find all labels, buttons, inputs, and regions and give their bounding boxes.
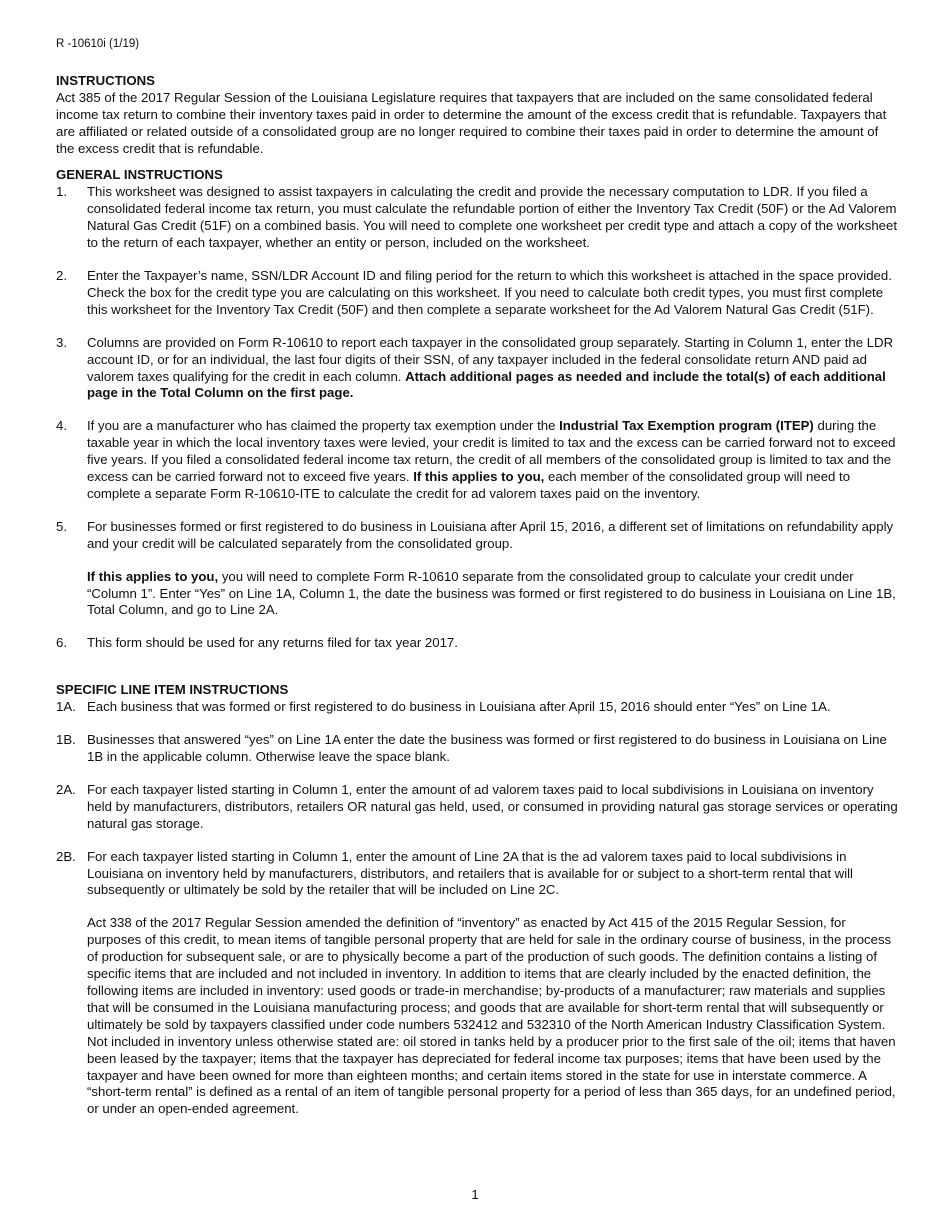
instructions-heading: INSTRUCTIONS [56,72,155,88]
item-text [87,418,898,503]
item-text-part: during the taxable year in which the local inventory taxes were levied, your credit is limited to tax and the excess can be carried forward not to exceed five years. If you filed a consolidated federal income tax return, the credit of all members of the consolidated group is limited to tax and the excess can be carried forward not to exceed five years. [87,418,896,485]
item-number: 1B. [56,732,76,748]
item-text: This worksheet was designed to assist taxpayers in calculating the credit and provide the necessary computation to LDR. If you filed a consolidated federal income tax return, you must calculate the refundable portion of either the Inventory Tax Credit (50F) or the Ad Valorem Natural Gas Credit (51F) on a combined basis. You will need to complete one worksheet per credit type and attach a copy of the worksheet to the return of each taxpayer, whether an entity or person, included on the worksheet. [87,184,898,251]
page-number: 1 [471,1187,479,1202]
item-subparagraph: Act 338 of the 2017 Regular Session amended the definition of “inventory” as enacted by Act 415 of the 2015 Regular Session, for purposes of this credit, to mean items of tangible personal property that are held for sale in the ordinary course of business, in the process of production for subsequent sale, or are to physically become a part of the production of such goods. The definition contains a listing of specific items that are included and not included in inventory. In addition to items that are clearly included by the enacted definition, the following items are included in inventory: used goods or trade-in merchandise; by-products of a manufacturer; raw materials and supplies that will be consumed in the Louisiana manufacturing process; and goods that are available for short-term rental that will subsequently or ultimately be sold by taxpayers classified under code numbers 532412 and 532310 of the North American Industry Classification System. Not included in inventory unless otherwise stated are: oil stored in tanks held by a producer prior to the first sale of the oil; items that haven been leased by the taxpayer; items that the taxpayer has depreciated for federal income tax purposes; items that have been used by the taxpayer and have been owned for more than eighteen months; and certain items stored in the state for use in interstate commerce. A “short-term rental” is defined as a rental of an item of tangible personal property for a period of less than 365 days, for an undefined period, or under an open-ended agreement. [87,915,896,1117]
item-number: 2B. [56,848,76,864]
instructions-body: Act 385 of the 2017 Regular Session of the Louisiana Legislature requires that taxpayers that are included on the same consolidated federal income tax return to combine their inventory taxes paid in order to determine the amount of the excess credit that is refundable. Taxpayers that are affiliated or related outside of a consolidated group are no longer required to combine their taxes paid in order to determine the amount of the excess credit that is refundable. [56,89,887,156]
item-number: 4. [56,418,67,434]
item-bold-text: If this applies to you, [413,469,545,485]
item-number: 6. [56,635,67,651]
item-subparagraph [87,569,898,620]
list-item [56,699,898,716]
item-number: 2. [56,267,67,283]
item-text [87,519,898,620]
item-number: 1. [56,184,67,200]
list-item [56,335,898,403]
item-number: 3. [56,334,67,350]
document-page [56,36,898,1134]
item-bold-text: If this applies to you, [87,568,219,584]
specific-instructions-section [56,682,898,1118]
form-id: R -10610i (1/19) [56,38,140,50]
item-text-part: If you are a manufacturer who has claimed the property tax exemption under the [87,418,560,434]
item-text [87,849,898,1119]
item-text-part: For each taxpayer listed starting in Column 1, enter the amount of Line 2A that is the ad valorem taxes paid to local subdivisions in Louisiana on inventory held by manufacturers, distributors, and retailers that is available for or subject to a short-term rental that will subsequently or ultimately be sold by the retailer that will be included on Line 2C. [87,848,853,898]
item-bold-text: Industrial Tax Exemption program (ITEP) [559,418,814,434]
general-instructions-section [56,167,898,652]
list-item [56,849,898,1119]
item-bold-text: Attach additional pages as needed and include the total(s) of each additional page in the Total Column on the first page. [87,368,886,401]
item-number: 1A. [56,699,76,715]
list-item [56,418,898,503]
instructions-section [56,73,898,158]
list-item [56,184,898,252]
item-text-part: For businesses formed or first registered to do business in Louisiana after April 15, 2016, a different set of limitations on refundability apply and your credit will be calculated separately from the consolidated group. [87,518,894,551]
item-text: This form should be used for any returns filed for tax year 2017. [87,635,458,651]
list-item [56,782,898,833]
item-text: For each taxpayer listed starting in Column 1, enter the amount of ad valorem taxes paid to local subdivisions in Louisiana on inventory held by manufacturers, distributors, retailers OR natural gas held, used, or consumed in providing natural gas storage services or operating natural gas storage. [87,781,898,831]
list-item [56,519,898,620]
item-text-part: Columns are provided on Form R-10610 to report each taxpayer in the consolidated group separately. Starting in Column 1, enter the LDR account ID, or for an individual, the last four digits of their SSN, of any taxpayer included in the federal consolidate return AND paid ad valorem taxes qualifying for the credit in each column. [87,334,894,384]
list-item [56,732,898,766]
item-number: 2A. [56,781,76,797]
item-text-part: each member of the consolidated group will need to complete a separate Form R-10610-ITE to calculate the credit for ad valorem taxes paid on the inventory. [87,469,851,501]
general-instructions-heading: GENERAL INSTRUCTIONS [56,167,223,183]
specific-instructions-heading: SPECIFIC LINE ITEM INSTRUCTIONS [56,682,289,698]
item-number: 5. [56,518,67,534]
item-text-part: you will need to complete Form R-10610 separate from the consolidated group to calculate your credit under “Column 1”. Enter “Yes” on Line 1A, Column 1, the date the business was formed or first registered to do business in Louisiana on Line 1B, Total Column, and go to Line 2A. [87,568,896,618]
item-text: Enter the Taxpayer’s name, SSN/LDR Account ID and filing period for the return to which this worksheet is attached in the space provided. Check the box for the credit type you are calculating on this worksheet. If you need to calculate both credit types, you must first complete this worksheet for the Inventory Tax Credit (50F) and then complete a separate worksheet for the Ad Valorem Natural Gas Credit (51F). [87,267,892,317]
item-text: Each business that was formed or first registered to do business in Louisiana after April 15, 2016 should enter “Yes” on Line 1A. [87,699,831,715]
list-item [56,268,898,319]
item-text [87,335,898,403]
item-text: Businesses that answered “yes” on Line 1A enter the date the business was formed or first registered to do business in Louisiana on Line 1B in the applicable column. Otherwise leave the space blank. [87,732,887,764]
list-item [56,635,898,652]
